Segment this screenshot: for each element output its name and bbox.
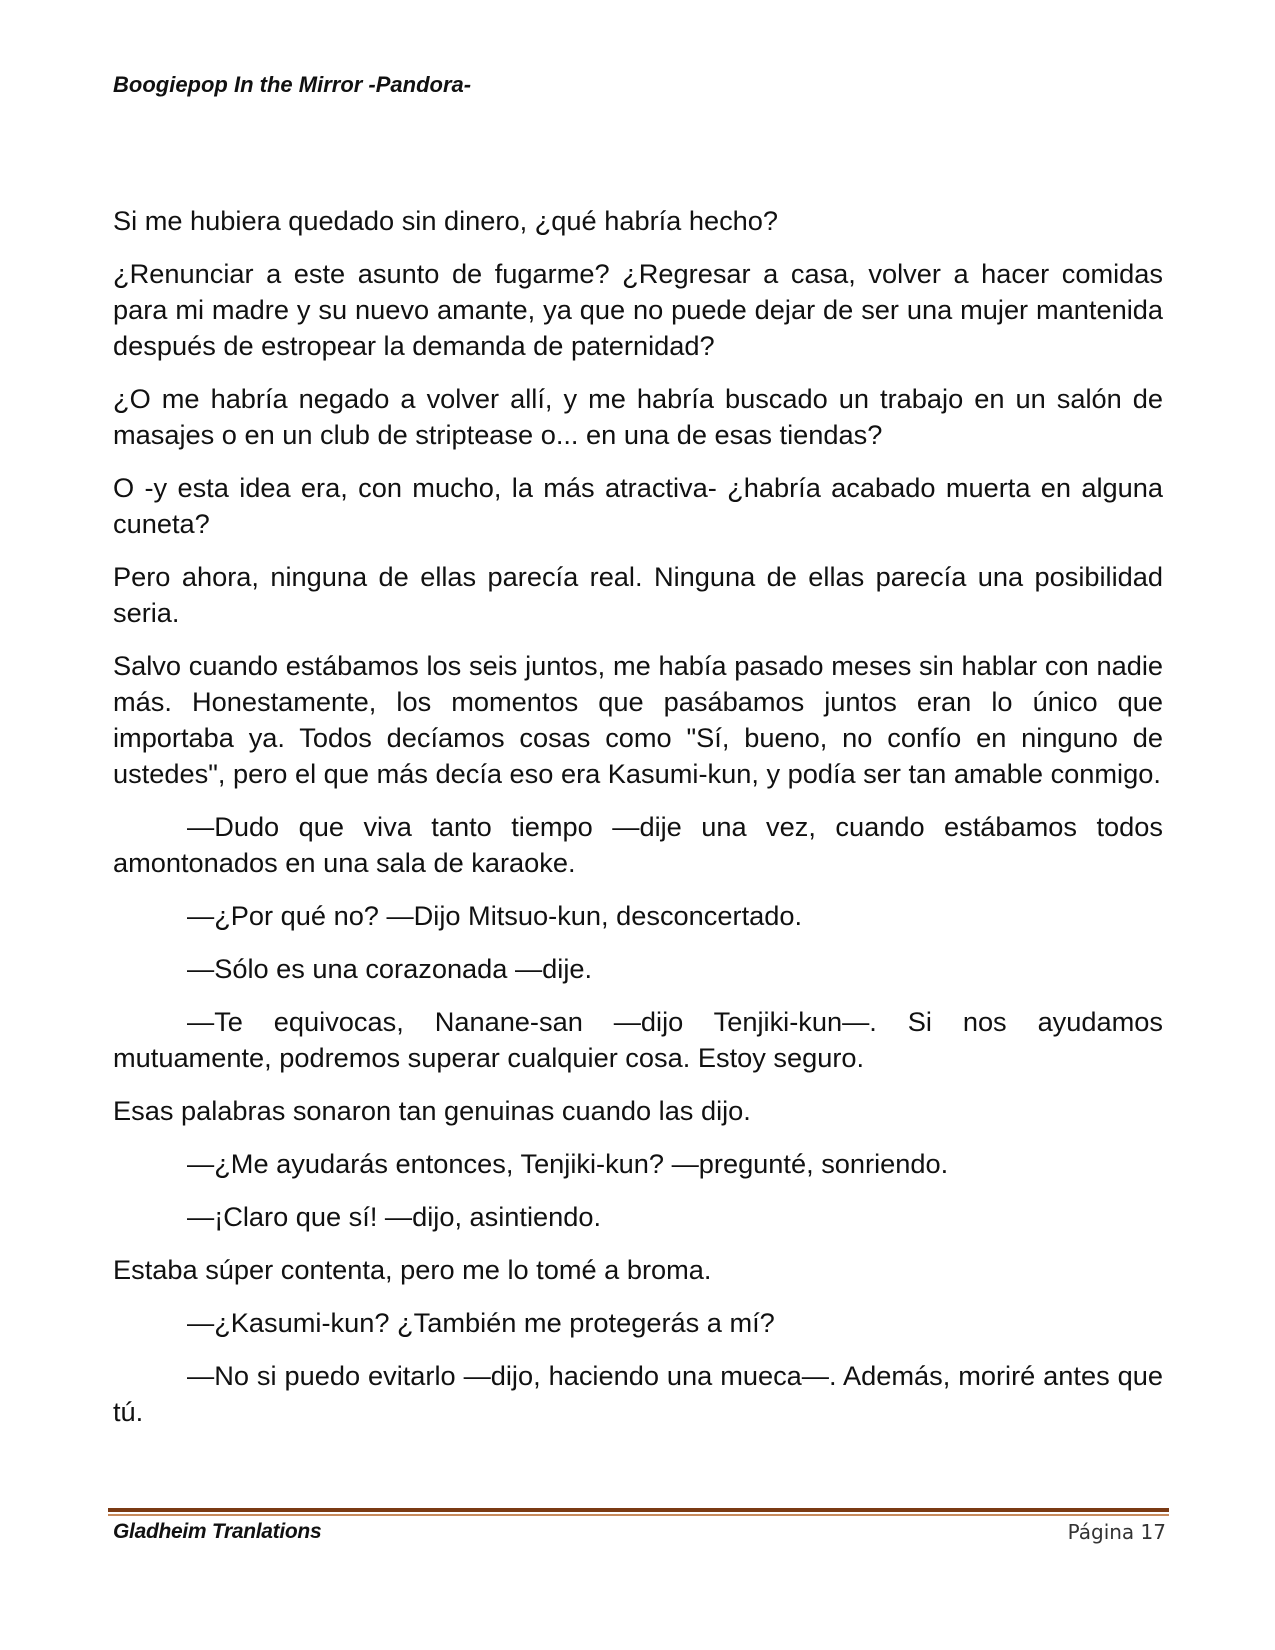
dialogue-paragraph: —¿Kasumi-kun? ¿También me protegerás a mí? (187, 1307, 775, 1338)
dialogue-paragraph: —Dudo que viva tanto tiempo —dije una vez, cuando estábamos todos amontonados en una sala de karaoke. (113, 811, 1163, 878)
dialogue-paragraph: —No si puedo evitarlo —dijo, haciendo una mueca—. Además, moriré antes que tú. (113, 1360, 1163, 1427)
page-label: Página (1067, 1520, 1135, 1544)
paragraph: Si me hubiera quedado sin dinero, ¿qué habría hecho? (113, 205, 779, 236)
dialogue-paragraph: —¡Claro que sí! —dijo, asintiendo. (187, 1201, 602, 1232)
footer-page-number (1068, 1520, 1166, 1544)
paragraph: ¿Renunciar a este asunto de fugarme? ¿Regresar a casa, volver a hacer comidas para mi madre y su nuevo amante, ya que no puede dejar de ser una mujer mantenida después de estropear la demanda de paternidad? (113, 258, 1163, 361)
page-number: 17 (1140, 1520, 1166, 1544)
footer-divider-dark (108, 1508, 1169, 1512)
paragraph: Pero ahora, ninguna de ellas parecía real. Ninguna de ellas parecía una posibilidad seria. (113, 561, 1163, 628)
dialogue-paragraph: —¿Me ayudarás entonces, Tenjiki-kun? —pregunté, sonriendo. (187, 1148, 949, 1179)
paragraph: O -y esta idea era, con mucho, la más atractiva- ¿habría acabado muerta en alguna cuneta? (113, 472, 1163, 539)
page-header-title: Boogiepop In the Mirror -Pandora- (113, 72, 472, 97)
footer-publisher: Gladheim Tranlations (113, 1520, 322, 1543)
paragraph: Salvo cuando estábamos los seis juntos, me había pasado meses sin hablar con nadie más. Honestamente, los momentos que pasábamos juntos eran lo único que importaba ya. Todos decíamos cosas como "Sí, bueno, no confío en ninguno de ustedes", pero el que más decía eso era Kasumi-kun, y podía ser tan amable conmigo. (113, 650, 1163, 789)
paragraph: ¿O me habría negado a volver allí, y me habría buscado un trabajo en un salón de masajes o en un club de striptease o... en una de esas tiendas? (113, 383, 1163, 450)
dialogue-paragraph: —Sólo es una corazonada —dije. (187, 953, 593, 984)
paragraph: Esas palabras sonaron tan genuinas cuando las dijo. (113, 1095, 751, 1126)
paragraph: Estaba súper contenta, pero me lo tomé a broma. (113, 1254, 712, 1285)
footer-divider-light (108, 1514, 1169, 1516)
dialogue-paragraph: —Te equivocas, Nanane-san —dijo Tenjiki-kun—. Si nos ayudamos mutuamente, podremos superar cualquier cosa. Estoy seguro. (113, 1006, 1163, 1073)
body-text (113, 203, 1163, 1447)
dialogue-paragraph: —¿Por qué no? —Dijo Mitsuo-kun, desconcertado. (187, 900, 803, 931)
